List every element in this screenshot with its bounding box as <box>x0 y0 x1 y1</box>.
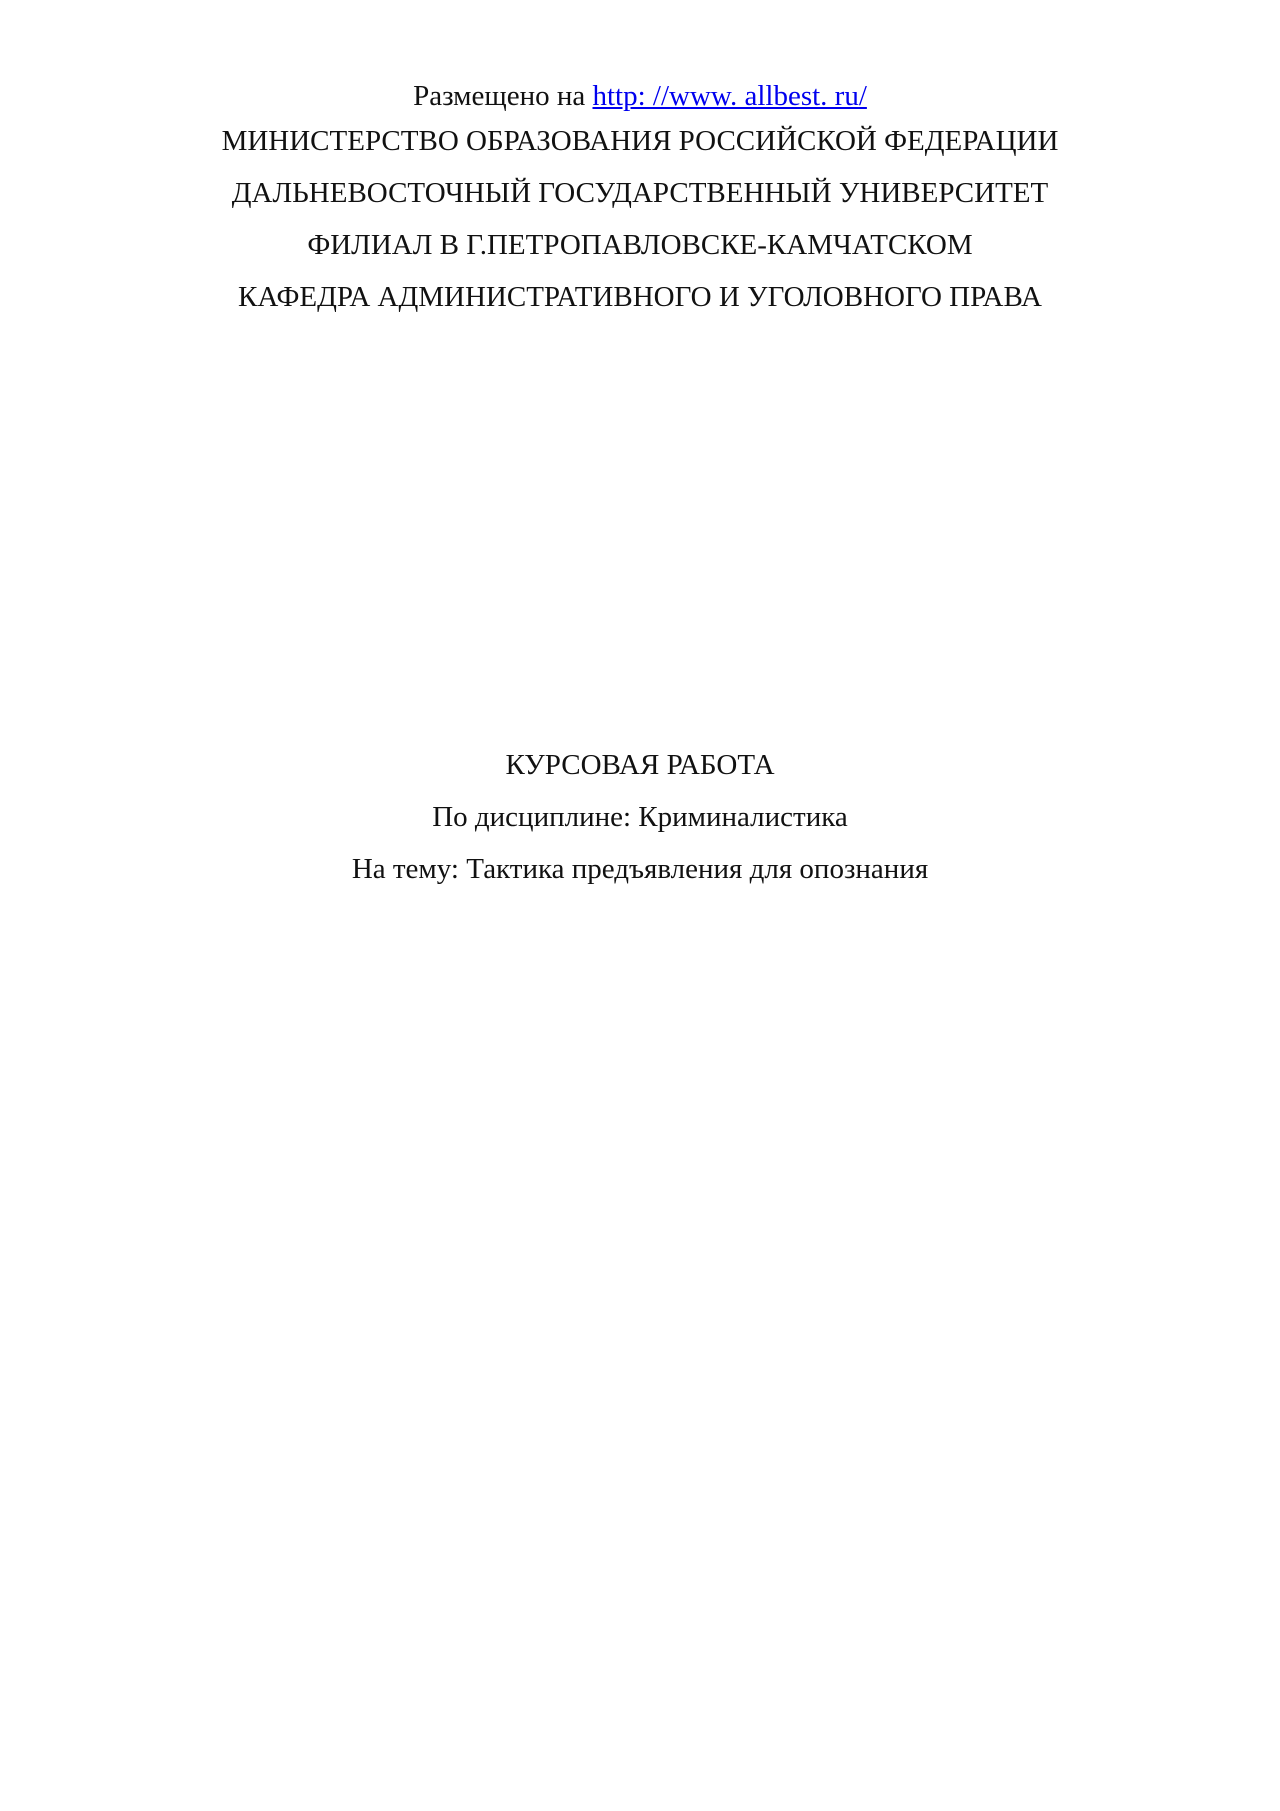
topic-line: На тему: Тактика предъявления для опознания <box>351 853 929 885</box>
source-prefix: Размещено на <box>413 80 593 112</box>
ministry-heading: МИНИСТЕРСТВО ОБРАЗОВАНИЯ РОССИЙСКОЙ ФЕДЕРАЦИИ <box>221 125 1059 157</box>
department-heading: КАФЕДРА АДМИНИСТРАТИВНОГО И УГОЛОВНОГО ПРАВА <box>238 281 1042 313</box>
work-type-title: КУРСОВАЯ РАБОТА <box>505 749 775 781</box>
branch-heading: ФИЛИАЛ В Г.ПЕТРОПАВЛОВСКЕ-КАМЧАТСКОМ <box>307 229 973 261</box>
source-line <box>0 78 1280 114</box>
university-heading: ДАЛЬНЕВОСТОЧНЫЙ ГОСУДАРСТВЕННЫЙ УНИВЕРСИТЕТ <box>231 177 1049 209</box>
source-link[interactable]: http: //www. allbest. ru/ <box>592 80 867 112</box>
discipline-line: По дисциплине: Криминалистика <box>432 801 848 833</box>
